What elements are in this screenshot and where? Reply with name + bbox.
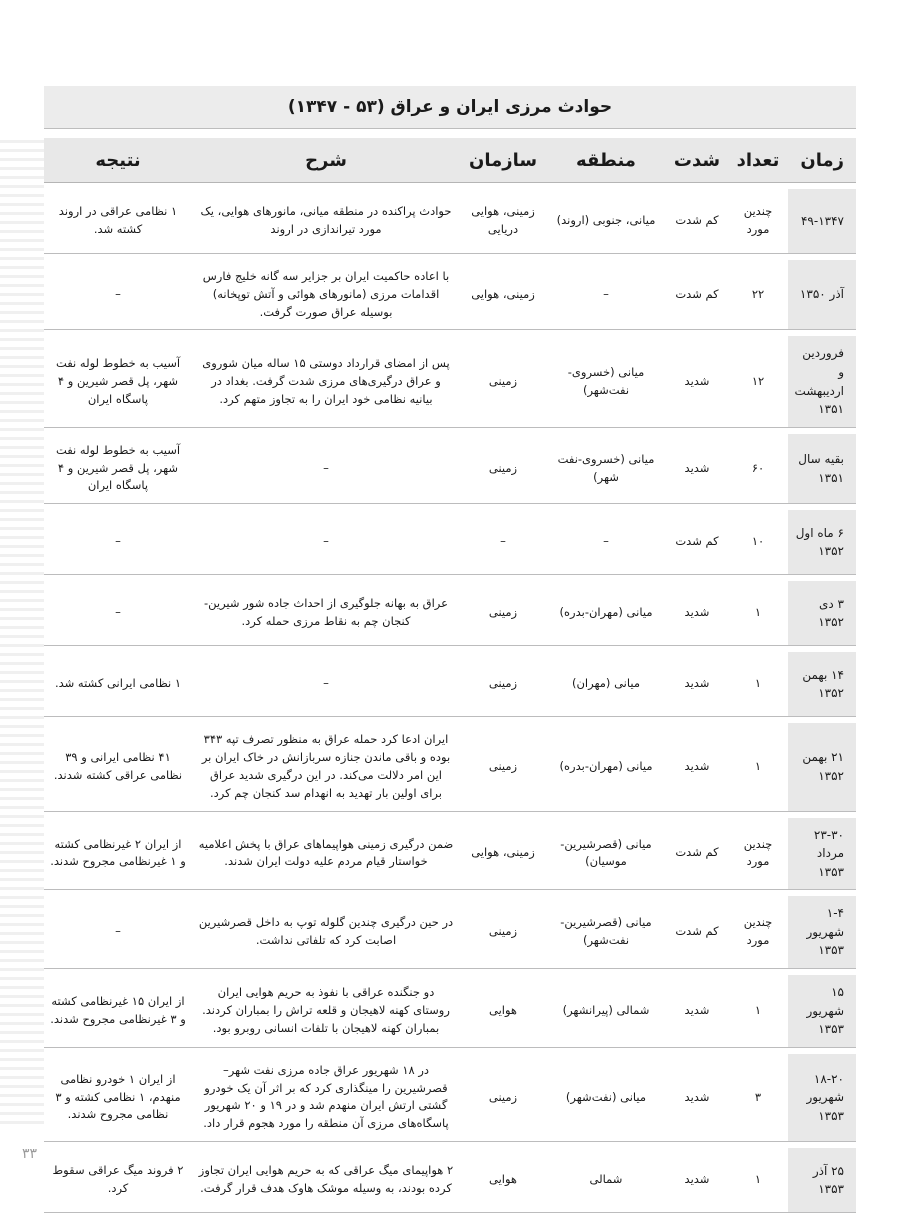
cell-count: ۱ bbox=[728, 975, 788, 1048]
column-header-region: منطقه bbox=[546, 138, 666, 183]
cell-result: – bbox=[44, 510, 192, 575]
table-title: حوادث مرزی ایران و عراق (۵۳ - ۱۳۴۷) bbox=[44, 86, 856, 129]
cell-organization: زمینی bbox=[460, 723, 546, 811]
cell-time: ۳ دی ۱۳۵۲ bbox=[788, 581, 856, 646]
cell-region: میانی (مهران) bbox=[546, 652, 666, 717]
table-row bbox=[44, 434, 856, 504]
cell-count: چندین مورد bbox=[728, 818, 788, 891]
cell-region: میانی (قصرشیرین-موسیان) bbox=[546, 818, 666, 891]
cell-description: – bbox=[192, 652, 460, 717]
cell-organization: هوایی bbox=[460, 975, 546, 1048]
table-row bbox=[44, 581, 856, 646]
cell-count: ۱ bbox=[728, 723, 788, 811]
cell-time: ۴۹-۱۳۴۷ bbox=[788, 189, 856, 254]
cell-severity: شدید bbox=[666, 336, 728, 427]
page-number: ۳۳ bbox=[22, 1146, 38, 1162]
cell-time: ۱۴ بهمن ۱۳۵۲ bbox=[788, 652, 856, 717]
cell-organization: زمینی bbox=[460, 581, 546, 646]
table-row bbox=[44, 723, 856, 811]
cell-result: – bbox=[44, 581, 192, 646]
cell-description: عراق به بهانه جلوگیری از احداث جاده شور شیرین-کنجان چم به نقاط مرزی حمله کرد. bbox=[192, 581, 460, 646]
cell-description: پس از امضای قرارداد دوستی ۱۵ ساله میان شوروی و عراق درگیری‌های مرزی شدت گرفت. بغداد در بیانیه نظامی خود ایران را به تجاوز متهم کرد. bbox=[192, 336, 460, 427]
column-header-severity: شدت bbox=[666, 138, 728, 183]
cell-time: ۱-۴ شهریور ۱۳۵۳ bbox=[788, 896, 856, 969]
cell-organization: زمینی، هوایی bbox=[460, 818, 546, 891]
cell-organization: – bbox=[460, 510, 546, 575]
cell-result: آسیب به خطوط لوله نفت شهر، پل قصر شیرین و ۴ پاسگاه ایران bbox=[44, 336, 192, 427]
cell-region: میانی (قصرشیرین-نفت‌شهر) bbox=[546, 896, 666, 969]
table-row bbox=[44, 818, 856, 891]
table-row bbox=[44, 510, 856, 575]
cell-region: شمالی (پیرانشهر) bbox=[546, 975, 666, 1048]
cell-severity: کم شدت bbox=[666, 189, 728, 254]
cell-region: میانی (نفت‌شهر) bbox=[546, 1054, 666, 1142]
cell-time: آذر ۱۳۵۰ bbox=[788, 260, 856, 330]
cell-description: ضمن درگیری زمینی هواپیماهای عراق با پخش اعلامیه خواستار قیام مردم علیه دولت ایران شدند. bbox=[192, 818, 460, 891]
cell-organization: زمینی، هوایی دریایی bbox=[460, 189, 546, 254]
cell-organization: زمینی bbox=[460, 434, 546, 504]
cell-severity: شدید bbox=[666, 581, 728, 646]
cell-time: ۱۵ شهریور ۱۳۵۳ bbox=[788, 975, 856, 1048]
cell-region: – bbox=[546, 510, 666, 575]
cell-result: – bbox=[44, 260, 192, 330]
cell-description: حوادث پراکنده در منطقه میانی، مانورهای هوایی، یک مورد تیراندازی در اروند bbox=[192, 189, 460, 254]
margin-decoration bbox=[0, 140, 44, 1130]
cell-severity: کم شدت bbox=[666, 818, 728, 891]
cell-description: در ۱۸ شهریور عراق جاده مرزی نفت شهر–قصرشیرین را مینگذاری کرد که بر اثر آن یک خودرو گشتی ارتش ایران منهدم شد و در ۱۹ و ۲۰ شهریور پاسگاه‌های مرزی آن منطقه را مورد هجوم قرار داد. bbox=[192, 1054, 460, 1142]
cell-severity: کم شدت bbox=[666, 510, 728, 575]
cell-time: ۱۸-۲۰ شهریور ۱۳۵۳ bbox=[788, 1054, 856, 1142]
cell-description: در حین درگیری چندین گلوله توپ به داخل قصرشیرین اصابت کرد که تلفاتی نداشت. bbox=[192, 896, 460, 969]
cell-organization: زمینی bbox=[460, 896, 546, 969]
column-header-count: تعداد bbox=[728, 138, 788, 183]
border-incidents-table bbox=[44, 132, 856, 1219]
cell-region: میانی (خسروی-نفت شهر) bbox=[546, 434, 666, 504]
cell-organization: زمینی bbox=[460, 1054, 546, 1142]
cell-result: از ایران ۱ خودرو نظامی منهدم، ۱ نظامی کشته و ۳ نظامی مجروح شدند. bbox=[44, 1054, 192, 1142]
cell-time: ۲۳-۳۰ مرداد ۱۳۵۳ bbox=[788, 818, 856, 891]
cell-count: چندین مورد bbox=[728, 896, 788, 969]
cell-region: میانی (مهران-بدره) bbox=[546, 581, 666, 646]
cell-time: ۲۵ آذر ۱۳۵۳ bbox=[788, 1148, 856, 1213]
table-row bbox=[44, 1148, 856, 1213]
table-row bbox=[44, 189, 856, 254]
cell-region: میانی، جنوبی (اروند) bbox=[546, 189, 666, 254]
cell-result: از ایران ۲ غیرنظامی کشته و ۱ غیرنظامی مجروح شدند. bbox=[44, 818, 192, 891]
cell-region: میانی (خسروی-نفت‌شهر) bbox=[546, 336, 666, 427]
cell-description: – bbox=[192, 434, 460, 504]
cell-count: ۶۰ bbox=[728, 434, 788, 504]
cell-time: فروردین و اردیبهشت ۱۳۵۱ bbox=[788, 336, 856, 427]
cell-count: ۱۲ bbox=[728, 336, 788, 427]
cell-count: ۱ bbox=[728, 652, 788, 717]
column-header-organization: سازمان bbox=[460, 138, 546, 183]
cell-description: ۲ هواپیمای میگ عراقی که به حریم هوایی ایران تجاوز کرده بودند، به وسیله موشک هاوک هدف قرار گرفت. bbox=[192, 1148, 460, 1213]
cell-severity: شدید bbox=[666, 723, 728, 811]
column-header-description: شرح bbox=[192, 138, 460, 183]
cell-count: چندین مورد bbox=[728, 189, 788, 254]
cell-result: – bbox=[44, 896, 192, 969]
cell-organization: زمینی bbox=[460, 336, 546, 427]
cell-result: ۴۱ نظامی ایرانی و ۳۹ نظامی عراقی کشته شدند. bbox=[44, 723, 192, 811]
cell-description: دو جنگنده عراقی با نفوذ به حریم هوایی ایران روستای کهنه لاهیجان و قلعه تراش را بمباران کردند. بمباران کهنه لاهیجان با تلفات انسانی روبرو بود. bbox=[192, 975, 460, 1048]
cell-description: با اعاده حاکمیت ایران بر جزایر سه گانه خلیج فارس اقدامات مرزی (مانورهای هوائی و آتش توپخانه) بوسیله عراق صورت گرفت. bbox=[192, 260, 460, 330]
cell-count: ۱۰ bbox=[728, 510, 788, 575]
cell-count: ۳ bbox=[728, 1054, 788, 1142]
table-row bbox=[44, 1054, 856, 1142]
column-header-result: نتیجه bbox=[44, 138, 192, 183]
cell-result: ۲ فروند میگ عراقی سقوط کرد. bbox=[44, 1148, 192, 1213]
cell-result: آسیب به خطوط لوله نفت شهر، پل قصر شیرین و ۴ پاسگاه ایران bbox=[44, 434, 192, 504]
table-row bbox=[44, 896, 856, 969]
cell-severity: شدید bbox=[666, 975, 728, 1048]
header-row bbox=[44, 138, 856, 183]
cell-time: بقیه سال ۱۳۵۱ bbox=[788, 434, 856, 504]
cell-region: شمالی bbox=[546, 1148, 666, 1213]
cell-severity: کم شدت bbox=[666, 896, 728, 969]
cell-count: ۲۲ bbox=[728, 260, 788, 330]
cell-severity: شدید bbox=[666, 1054, 728, 1142]
table-row bbox=[44, 975, 856, 1048]
cell-severity: شدید bbox=[666, 434, 728, 504]
cell-result: ۱ نظامی عراقی در اروند کشته شد. bbox=[44, 189, 192, 254]
cell-count: ۱ bbox=[728, 1148, 788, 1213]
cell-organization: زمینی bbox=[460, 652, 546, 717]
cell-time: ۶ ماه اول ۱۳۵۲ bbox=[788, 510, 856, 575]
cell-description: ایران ادعا کرد حمله عراق به منظور تصرف تپه ۳۴۳ بوده و باقی ماندن جنازه سربازانش در خاک ایران بر این امر دلالت می‌کند. در این درگیری شدید عراق برای اولین بار تهدید به انهدام سد کنجان چم کرد. bbox=[192, 723, 460, 811]
cell-severity: کم شدت bbox=[666, 260, 728, 330]
cell-region: میانی (مهران-بدره) bbox=[546, 723, 666, 811]
cell-organization: زمینی، هوایی bbox=[460, 260, 546, 330]
cell-region: – bbox=[546, 260, 666, 330]
cell-description: – bbox=[192, 510, 460, 575]
cell-count: ۱ bbox=[728, 581, 788, 646]
cell-result: ۱ نظامی ایرانی کشته شد. bbox=[44, 652, 192, 717]
column-header-time: زمان bbox=[788, 138, 856, 183]
cell-result: از ایران ۱۵ غیرنظامی کشته و ۳ غیرنظامی مجروح شدند. bbox=[44, 975, 192, 1048]
table-row bbox=[44, 260, 856, 330]
cell-severity: شدید bbox=[666, 652, 728, 717]
cell-organization: هوایی bbox=[460, 1148, 546, 1213]
cell-severity: شدید bbox=[666, 1148, 728, 1213]
table-row bbox=[44, 336, 856, 427]
cell-time: ۲۱ بهمن ۱۳۵۲ bbox=[788, 723, 856, 811]
table-row bbox=[44, 652, 856, 717]
